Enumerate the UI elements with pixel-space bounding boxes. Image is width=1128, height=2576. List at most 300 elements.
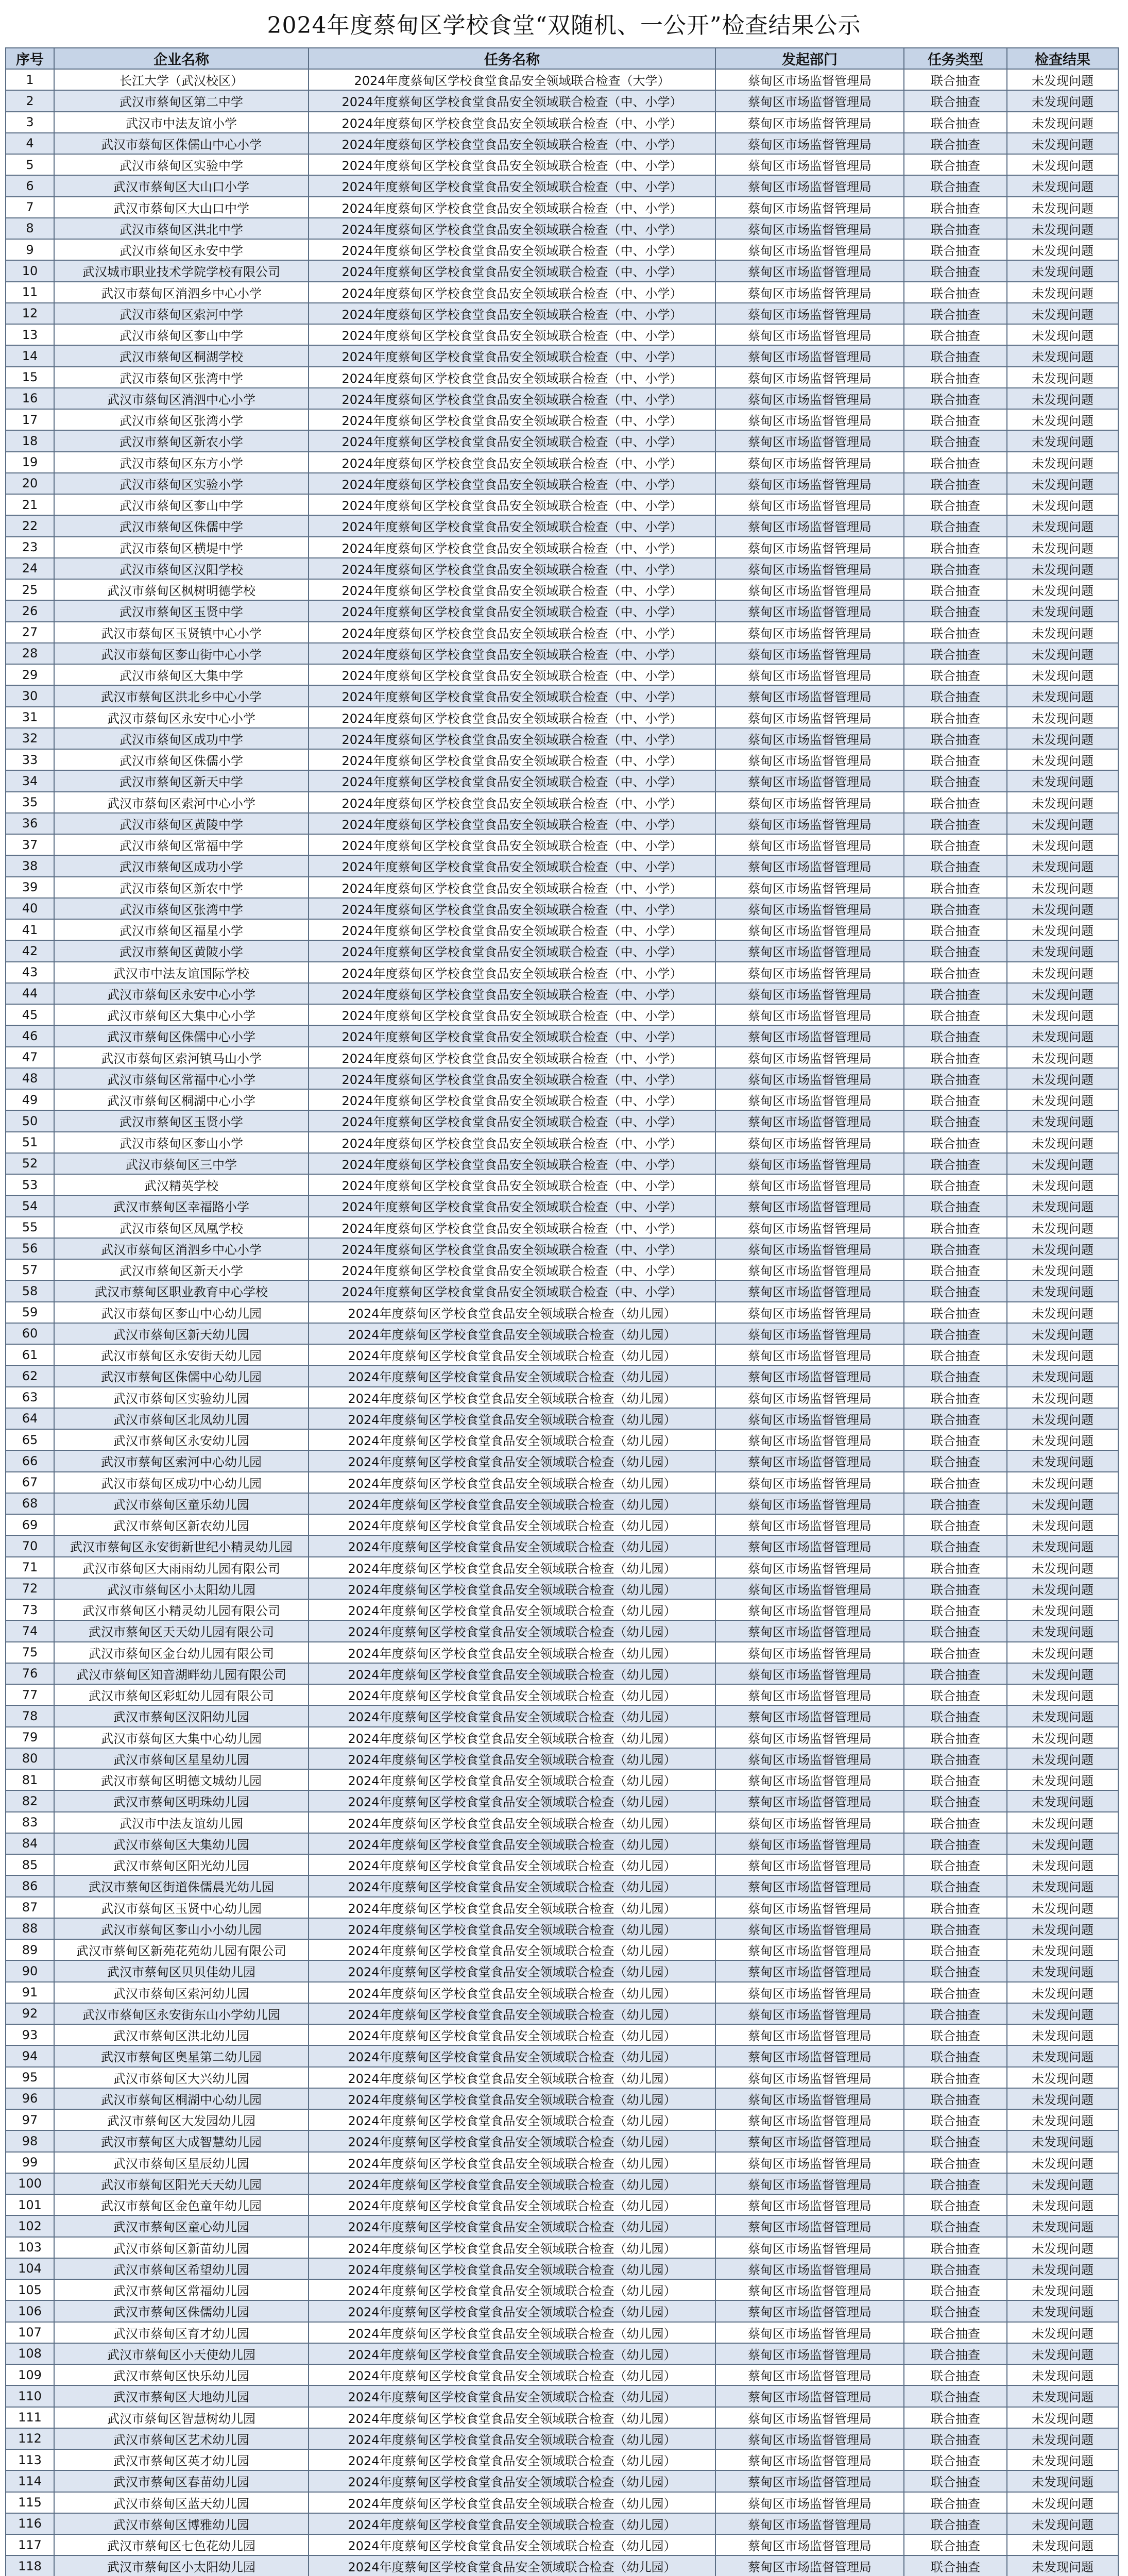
cell-result: 未发现问题 — [1007, 1514, 1118, 1535]
cell-task-name: 2024年度蔡甸区学校食堂食品安全领域联合检查（中、小学） — [309, 90, 715, 111]
cell-seq: 12 — [6, 303, 54, 324]
cell-seq: 52 — [6, 1153, 54, 1174]
cell-company: 长江大学（武汉校区） — [54, 69, 309, 90]
cell-result: 未发现问题 — [1007, 1025, 1118, 1046]
cell-department: 蔡甸区市场监督管理局 — [715, 728, 904, 749]
cell-seq: 66 — [6, 1450, 54, 1471]
table-row — [6, 1684, 1118, 1705]
cell-seq: 41 — [6, 919, 54, 940]
cell-task-name: 2024年度蔡甸区学校食堂食品安全领域联合检查（幼儿园） — [309, 2109, 715, 2130]
cell-result: 未发现问题 — [1007, 1132, 1118, 1153]
table-row — [6, 90, 1118, 111]
header-company: 企业名称 — [54, 48, 309, 69]
table-row — [6, 197, 1118, 218]
cell-result: 未发现问题 — [1007, 515, 1118, 536]
cell-task-name: 2024年度蔡甸区学校食堂食品安全领域联合检查（中、小学） — [309, 813, 715, 834]
cell-task-type: 联合抽查 — [904, 260, 1007, 281]
cell-company: 武汉市蔡甸区英才幼儿园 — [54, 2449, 309, 2470]
cell-task-name: 2024年度蔡甸区学校食堂食品安全领域联合检查（幼儿园） — [309, 2130, 715, 2151]
cell-company: 武汉市蔡甸区永安街天幼儿园 — [54, 1344, 309, 1365]
cell-task-type: 联合抽查 — [904, 175, 1007, 196]
cell-company: 武汉市蔡甸区星星幼儿园 — [54, 1748, 309, 1769]
cell-seq: 9 — [6, 239, 54, 260]
cell-seq: 117 — [6, 2534, 54, 2555]
cell-task-type: 联合抽查 — [904, 834, 1007, 855]
cell-department: 蔡甸区市场监督管理局 — [715, 494, 904, 515]
cell-company: 武汉市蔡甸区天天幼儿园有限公司 — [54, 1620, 309, 1641]
cell-company: 武汉市蔡甸区小太阳幼儿园 — [54, 1578, 309, 1599]
cell-task-name: 2024年度蔡甸区学校食堂食品安全领域联合检查（幼儿园） — [309, 2067, 715, 2088]
cell-task-type: 联合抽查 — [904, 898, 1007, 919]
cell-task-name: 2024年度蔡甸区学校食堂食品安全领域联合检查（中、小学） — [309, 1132, 715, 1153]
table-row — [6, 2534, 1118, 2555]
cell-task-type: 联合抽查 — [904, 1960, 1007, 1981]
cell-result: 未发现问题 — [1007, 367, 1118, 388]
cell-task-type: 联合抽查 — [904, 707, 1007, 728]
cell-company: 武汉市蔡甸区小天使幼儿园 — [54, 2343, 309, 2364]
cell-seq: 64 — [6, 1408, 54, 1429]
table-row — [6, 494, 1118, 515]
cell-company: 武汉市中法友谊小学 — [54, 112, 309, 133]
cell-company: 武汉市蔡甸区春苗幼儿园 — [54, 2470, 309, 2492]
cell-seq: 20 — [6, 473, 54, 494]
cell-task-type: 联合抽查 — [904, 1408, 1007, 1429]
cell-company: 武汉市蔡甸区蓝天幼儿园 — [54, 2492, 309, 2513]
table-row — [6, 558, 1118, 579]
cell-task-type: 联合抽查 — [904, 324, 1007, 345]
cell-department: 蔡甸区市场监督管理局 — [715, 1875, 904, 1896]
cell-department: 蔡甸区市场监督管理局 — [715, 1004, 904, 1025]
cell-department: 蔡甸区市场监督管理局 — [715, 1068, 904, 1089]
table-row — [6, 2173, 1118, 2194]
cell-task-type: 联合抽查 — [904, 1599, 1007, 1620]
cell-seq: 61 — [6, 1344, 54, 1365]
cell-company: 武汉市蔡甸区大集中心幼儿园 — [54, 1727, 309, 1748]
cell-task-type: 联合抽查 — [904, 367, 1007, 388]
cell-department: 蔡甸区市场监督管理局 — [715, 1599, 904, 1620]
table-row — [6, 2088, 1118, 2109]
cell-department: 蔡甸区市场监督管理局 — [715, 1047, 904, 1068]
cell-department: 蔡甸区市场监督管理局 — [715, 260, 904, 281]
cell-task-type: 联合抽查 — [904, 2407, 1007, 2428]
cell-task-type: 联合抽查 — [904, 1982, 1007, 2003]
cell-company: 武汉市蔡甸区新天幼儿园 — [54, 1323, 309, 1344]
table-row — [6, 898, 1118, 919]
cell-seq: 21 — [6, 494, 54, 515]
cell-task-type: 联合抽查 — [904, 1174, 1007, 1195]
cell-task-name: 2024年度蔡甸区学校食堂食品安全领域联合检查（幼儿园） — [309, 2173, 715, 2194]
cell-task-name: 2024年度蔡甸区学校食堂食品安全领域联合检查（中、小学） — [309, 664, 715, 685]
cell-department: 蔡甸区市场监督管理局 — [715, 1365, 904, 1386]
table-row — [6, 1642, 1118, 1663]
table-row — [6, 1408, 1118, 1429]
table-row — [6, 1238, 1118, 1259]
cell-task-name: 2024年度蔡甸区学校食堂食品安全领域联合检查（中、小学） — [309, 579, 715, 600]
cell-seq: 101 — [6, 2194, 54, 2215]
cell-task-name: 2024年度蔡甸区学校食堂食品安全领域联合检查（幼儿园） — [309, 1769, 715, 1790]
cell-task-type: 联合抽查 — [904, 770, 1007, 791]
cell-result: 未发现问题 — [1007, 2194, 1118, 2215]
cell-company: 武汉市蔡甸区桐湖中心幼儿园 — [54, 2088, 309, 2109]
cell-department: 蔡甸区市场监督管理局 — [715, 112, 904, 133]
table-row — [6, 664, 1118, 685]
cell-company: 武汉市蔡甸区常福幼儿园 — [54, 2279, 309, 2300]
cell-task-type: 联合抽查 — [904, 1365, 1007, 1386]
cell-result: 未发现问题 — [1007, 473, 1118, 494]
cell-department: 蔡甸区市场监督管理局 — [715, 1918, 904, 1939]
table-row — [6, 1535, 1118, 1556]
cell-result: 未发现问题 — [1007, 2024, 1118, 2045]
cell-company: 武汉市蔡甸区实验幼儿园 — [54, 1387, 309, 1408]
table-row — [6, 1004, 1118, 1025]
cell-seq: 89 — [6, 1939, 54, 1960]
cell-result: 未发现问题 — [1007, 1684, 1118, 1705]
table-row — [6, 1960, 1118, 1981]
cell-task-type: 联合抽查 — [904, 1259, 1007, 1280]
table-row — [6, 2067, 1118, 2088]
cell-result: 未发现问题 — [1007, 898, 1118, 919]
cell-task-type: 联合抽查 — [904, 494, 1007, 515]
cell-seq: 63 — [6, 1387, 54, 1408]
cell-department: 蔡甸区市场监督管理局 — [715, 1153, 904, 1174]
cell-result: 未发现问题 — [1007, 2067, 1118, 2088]
cell-task-name: 2024年度蔡甸区学校食堂食品安全领域联合检查（大学） — [309, 69, 715, 90]
cell-company: 武汉市蔡甸区实验中学 — [54, 154, 309, 175]
cell-task-name: 2024年度蔡甸区学校食堂食品安全领域联合检查（中、小学） — [309, 1004, 715, 1025]
cell-seq: 94 — [6, 2045, 54, 2066]
cell-result: 未发现问题 — [1007, 2555, 1118, 2576]
cell-company: 武汉市蔡甸区枫树明德学校 — [54, 579, 309, 600]
cell-department: 蔡甸区市场监督管理局 — [715, 2534, 904, 2555]
cell-department: 蔡甸区市场监督管理局 — [715, 1344, 904, 1365]
cell-company: 武汉市蔡甸区大发园幼儿园 — [54, 2109, 309, 2130]
cell-seq: 51 — [6, 1132, 54, 1153]
table-row — [6, 2279, 1118, 2300]
cell-result: 未发现问题 — [1007, 239, 1118, 260]
cell-company: 武汉市蔡甸区明德文城幼儿园 — [54, 1769, 309, 1790]
cell-result: 未发现问题 — [1007, 1238, 1118, 1259]
cell-result: 未发现问题 — [1007, 2003, 1118, 2024]
cell-seq: 16 — [6, 388, 54, 409]
cell-result: 未发现问题 — [1007, 1982, 1118, 2003]
cell-company: 武汉市蔡甸区桐湖学校 — [54, 345, 309, 366]
cell-result: 未发现问题 — [1007, 1429, 1118, 1450]
cell-company: 武汉市蔡甸区彩虹幼儿园有限公司 — [54, 1684, 309, 1705]
cell-company: 武汉精英学校 — [54, 1174, 309, 1195]
cell-seq: 72 — [6, 1578, 54, 1599]
cell-result: 未发现问题 — [1007, 1812, 1118, 1833]
cell-seq: 97 — [6, 2109, 54, 2130]
cell-task-type: 联合抽查 — [904, 112, 1007, 133]
table-row — [6, 452, 1118, 473]
table-row — [6, 324, 1118, 345]
table-row — [6, 1323, 1118, 1344]
cell-task-name: 2024年度蔡甸区学校食堂食品安全领域联合检查（幼儿园） — [309, 2152, 715, 2173]
cell-department: 蔡甸区市场监督管理局 — [715, 664, 904, 685]
table-row — [6, 2407, 1118, 2428]
cell-seq: 69 — [6, 1514, 54, 1535]
cell-result: 未发现问题 — [1007, 90, 1118, 111]
cell-department: 蔡甸区市场监督管理局 — [715, 1684, 904, 1705]
cell-department: 蔡甸区市场监督管理局 — [715, 1195, 904, 1216]
cell-company: 武汉市蔡甸区幸福路小学 — [54, 1195, 309, 1216]
cell-result: 未发现问题 — [1007, 1790, 1118, 1811]
cell-seq: 27 — [6, 622, 54, 643]
cell-department: 蔡甸区市场监督管理局 — [715, 919, 904, 940]
cell-task-type: 联合抽查 — [904, 558, 1007, 579]
cell-department: 蔡甸区市场监督管理局 — [715, 2067, 904, 2088]
cell-task-name: 2024年度蔡甸区学校食堂食品安全领域联合检查（幼儿园） — [309, 2428, 715, 2449]
header-task-type: 任务类型 — [904, 48, 1007, 69]
cell-department: 蔡甸区市场监督管理局 — [715, 175, 904, 196]
cell-result: 未发现问题 — [1007, 1727, 1118, 1748]
cell-task-name: 2024年度蔡甸区学校食堂食品安全领域联合检查（中、小学） — [309, 1217, 715, 1238]
table-row — [6, 239, 1118, 260]
cell-task-type: 联合抽查 — [904, 1195, 1007, 1216]
cell-department: 蔡甸区市场监督管理局 — [715, 2194, 904, 2215]
cell-task-type: 联合抽查 — [904, 1535, 1007, 1556]
cell-company: 武汉市蔡甸区索河中心幼儿园 — [54, 1450, 309, 1471]
cell-company: 武汉市蔡甸区新苑花苑幼儿园有限公司 — [54, 1939, 309, 1960]
cell-task-name: 2024年度蔡甸区学校食堂食品安全领域联合检查（幼儿园） — [309, 2534, 715, 2555]
cell-result: 未发现问题 — [1007, 197, 1118, 218]
cell-task-type: 联合抽查 — [904, 2067, 1007, 2088]
cell-task-type: 联合抽查 — [904, 1280, 1007, 1301]
table-row — [6, 1875, 1118, 1896]
cell-department: 蔡甸区市场监督管理局 — [715, 1854, 904, 1875]
table-row — [6, 1280, 1118, 1301]
cell-task-name: 2024年度蔡甸区学校食堂食品安全领域联合检查（幼儿园） — [309, 1918, 715, 1939]
table-row — [6, 1365, 1118, 1386]
cell-seq: 111 — [6, 2407, 54, 2428]
cell-company: 武汉市蔡甸区新农中学 — [54, 877, 309, 898]
cell-task-type: 联合抽查 — [904, 1450, 1007, 1471]
cell-result: 未发现问题 — [1007, 1748, 1118, 1769]
cell-task-name: 2024年度蔡甸区学校食堂食品安全领域联合检查（幼儿园） — [309, 2237, 715, 2258]
cell-task-name: 2024年度蔡甸区学校食堂食品安全领域联合检查（幼儿园） — [309, 1684, 715, 1705]
cell-task-name: 2024年度蔡甸区学校食堂食品安全领域联合检查（中、小学） — [309, 324, 715, 345]
cell-result: 未发现问题 — [1007, 2152, 1118, 2173]
cell-result: 未发现问题 — [1007, 1153, 1118, 1174]
cell-department: 蔡甸区市场监督管理局 — [715, 1493, 904, 1514]
cell-seq: 39 — [6, 877, 54, 898]
cell-company: 武汉市蔡甸区北凤幼儿园 — [54, 1408, 309, 1429]
cell-task-name: 2024年度蔡甸区学校食堂食品安全领域联合检查（幼儿园） — [309, 2513, 715, 2534]
cell-task-type: 联合抽查 — [904, 983, 1007, 1004]
cell-company: 武汉市蔡甸区洪北中学 — [54, 218, 309, 239]
table-row — [6, 2237, 1118, 2258]
cell-task-type: 联合抽查 — [904, 154, 1007, 175]
cell-seq: 55 — [6, 1217, 54, 1238]
cell-seq: 53 — [6, 1174, 54, 1195]
cell-task-name: 2024年度蔡甸区学校食堂食品安全领域联合检查（中、小学） — [309, 218, 715, 239]
cell-company: 武汉市蔡甸区洪北乡中心小学 — [54, 685, 309, 706]
cell-task-type: 联合抽查 — [904, 1323, 1007, 1344]
cell-result: 未发现问题 — [1007, 1280, 1118, 1301]
cell-result: 未发现问题 — [1007, 1217, 1118, 1238]
header-task-name: 任务名称 — [309, 48, 715, 69]
cell-company: 武汉市蔡甸区第二中学 — [54, 90, 309, 111]
cell-task-name: 2024年度蔡甸区学校食堂食品安全领域联合检查（中、小学） — [309, 855, 715, 876]
cell-company: 武汉市蔡甸区大集中心小学 — [54, 1004, 309, 1025]
cell-task-name: 2024年度蔡甸区学校食堂食品安全领域联合检查（幼儿园） — [309, 1833, 715, 1854]
table-row — [6, 2364, 1118, 2385]
cell-task-name: 2024年度蔡甸区学校食堂食品安全领域联合检查（中、小学） — [309, 282, 715, 303]
cell-seq: 95 — [6, 2067, 54, 2088]
cell-task-type: 联合抽查 — [904, 218, 1007, 239]
cell-seq: 106 — [6, 2300, 54, 2321]
table-row — [6, 1195, 1118, 1216]
table-row — [6, 2470, 1118, 2492]
cell-company: 武汉市蔡甸区侏儒中心小学 — [54, 1025, 309, 1046]
cell-department: 蔡甸区市场监督管理局 — [715, 2279, 904, 2300]
cell-department: 蔡甸区市场监督管理局 — [715, 1557, 904, 1578]
cell-company: 武汉市蔡甸区大山口中学 — [54, 197, 309, 218]
table-row — [6, 685, 1118, 706]
cell-result: 未发现问题 — [1007, 1833, 1118, 1854]
cell-task-name: 2024年度蔡甸区学校食堂食品安全领域联合检查（中、小学） — [309, 197, 715, 218]
table-row — [6, 260, 1118, 281]
cell-task-type: 联合抽查 — [904, 2258, 1007, 2279]
cell-company: 武汉市蔡甸区奓山中学 — [54, 494, 309, 515]
cell-task-name: 2024年度蔡甸区学校食堂食品安全领域联合检查（幼儿园） — [309, 1812, 715, 1833]
cell-department: 蔡甸区市场监督管理局 — [715, 1790, 904, 1811]
cell-seq: 81 — [6, 1769, 54, 1790]
cell-company: 武汉市蔡甸区成功小学 — [54, 855, 309, 876]
table-row — [6, 622, 1118, 643]
cell-company: 武汉市蔡甸区永安中学 — [54, 239, 309, 260]
cell-task-type: 联合抽查 — [904, 303, 1007, 324]
cell-result: 未发现问题 — [1007, 2428, 1118, 2449]
table-row — [6, 1259, 1118, 1280]
cell-company: 武汉市蔡甸区快乐幼儿园 — [54, 2364, 309, 2385]
cell-task-name: 2024年度蔡甸区学校食堂食品安全领域联合检查（中、小学） — [309, 685, 715, 706]
cell-task-name: 2024年度蔡甸区学校食堂食品安全领域联合检查（幼儿园） — [309, 2407, 715, 2428]
cell-task-name: 2024年度蔡甸区学校食堂食品安全领域联合检查（中、小学） — [309, 367, 715, 388]
cell-seq: 90 — [6, 1960, 54, 1981]
cell-department: 蔡甸区市场监督管理局 — [715, 2237, 904, 2258]
cell-company: 武汉市蔡甸区童乐幼儿园 — [54, 1493, 309, 1514]
cell-department: 蔡甸区市场监督管理局 — [715, 367, 904, 388]
table-row — [6, 2130, 1118, 2151]
cell-task-name: 2024年度蔡甸区学校食堂食品安全领域联合检查（中、小学） — [309, 1068, 715, 1089]
cell-task-type: 联合抽查 — [904, 940, 1007, 961]
cell-task-name: 2024年度蔡甸区学校食堂食品安全领域联合检查（幼儿园） — [309, 2492, 715, 2513]
cell-task-name: 2024年度蔡甸区学校食堂食品安全领域联合检查（中、小学） — [309, 1025, 715, 1046]
cell-task-type: 联合抽查 — [904, 345, 1007, 366]
cell-task-name: 2024年度蔡甸区学校食堂食品安全领域联合检查（幼儿园） — [309, 1897, 715, 1918]
table-row — [6, 2555, 1118, 2576]
cell-result: 未发现问题 — [1007, 1387, 1118, 1408]
table-row — [6, 2343, 1118, 2364]
cell-result: 未发现问题 — [1007, 537, 1118, 558]
cell-company: 武汉市蔡甸区实验小学 — [54, 473, 309, 494]
cell-task-type: 联合抽查 — [904, 2343, 1007, 2364]
cell-task-name: 2024年度蔡甸区学校食堂食品安全领域联合检查（中、小学） — [309, 430, 715, 451]
cell-task-type: 联合抽查 — [904, 1790, 1007, 1811]
cell-task-type: 联合抽查 — [904, 2300, 1007, 2321]
cell-task-name: 2024年度蔡甸区学校食堂食品安全领域联合检查（幼儿园） — [309, 1727, 715, 1748]
cell-department: 蔡甸区市场监督管理局 — [715, 473, 904, 494]
table-row — [6, 813, 1118, 834]
cell-company: 武汉市蔡甸区侏儒小学 — [54, 749, 309, 770]
cell-task-type: 联合抽查 — [904, 1939, 1007, 1960]
cell-result: 未发现问题 — [1007, 1897, 1118, 1918]
table-row — [6, 1727, 1118, 1748]
cell-task-name: 2024年度蔡甸区学校食堂食品安全领域联合检查（幼儿园） — [309, 1472, 715, 1493]
cell-task-name: 2024年度蔡甸区学校食堂食品安全领域联合检查（幼儿园） — [309, 1982, 715, 2003]
cell-seq: 29 — [6, 664, 54, 685]
cell-task-name: 2024年度蔡甸区学校食堂食品安全领域联合检查（中、小学） — [309, 1195, 715, 1216]
cell-seq: 84 — [6, 1833, 54, 1854]
table-row — [6, 1153, 1118, 1174]
cell-seq: 65 — [6, 1429, 54, 1450]
table-row — [6, 1939, 1118, 1960]
table-row — [6, 430, 1118, 451]
cell-department: 蔡甸区市场监督管理局 — [715, 537, 904, 558]
cell-task-type: 联合抽查 — [904, 430, 1007, 451]
cell-department: 蔡甸区市场监督管理局 — [715, 1472, 904, 1493]
cell-seq: 25 — [6, 579, 54, 600]
cell-seq: 108 — [6, 2343, 54, 2364]
cell-result: 未发现问题 — [1007, 983, 1118, 1004]
cell-result: 未发现问题 — [1007, 707, 1118, 728]
cell-company: 武汉市蔡甸区小太阳幼儿园 — [54, 2555, 309, 2576]
table-row — [6, 473, 1118, 494]
cell-task-type: 联合抽查 — [904, 1705, 1007, 1726]
cell-task-name: 2024年度蔡甸区学校食堂食品安全领域联合检查（中、小学） — [309, 834, 715, 855]
cell-company: 武汉市蔡甸区阳光幼儿园 — [54, 1854, 309, 1875]
cell-seq: 98 — [6, 2130, 54, 2151]
table-row — [6, 1812, 1118, 1833]
cell-result: 未发现问题 — [1007, 643, 1118, 664]
cell-company: 武汉市蔡甸区黄陵中学 — [54, 813, 309, 834]
cell-task-type: 联合抽查 — [904, 452, 1007, 473]
cell-seq: 36 — [6, 813, 54, 834]
cell-department: 蔡甸区市场监督管理局 — [715, 2385, 904, 2406]
cell-task-type: 联合抽查 — [904, 1387, 1007, 1408]
cell-result: 未发现问题 — [1007, 324, 1118, 345]
table-row — [6, 2152, 1118, 2173]
cell-seq: 107 — [6, 2322, 54, 2343]
header-result: 检查结果 — [1007, 48, 1118, 69]
cell-task-name: 2024年度蔡甸区学校食堂食品安全领域联合检查（中、小学） — [309, 643, 715, 664]
cell-seq: 49 — [6, 1089, 54, 1110]
cell-department: 蔡甸区市场监督管理局 — [715, 90, 904, 111]
cell-result: 未发现问题 — [1007, 430, 1118, 451]
cell-task-type: 联合抽查 — [904, 749, 1007, 770]
table-row — [6, 367, 1118, 388]
cell-seq: 42 — [6, 940, 54, 961]
cell-seq: 82 — [6, 1790, 54, 1811]
cell-task-type: 联合抽查 — [904, 2194, 1007, 2215]
table-row — [6, 1578, 1118, 1599]
cell-department: 蔡甸区市场监督管理局 — [715, 2173, 904, 2194]
cell-result: 未发现问题 — [1007, 303, 1118, 324]
cell-department: 蔡甸区市场监督管理局 — [715, 813, 904, 834]
cell-department: 蔡甸区市场监督管理局 — [715, 1982, 904, 2003]
cell-task-name: 2024年度蔡甸区学校食堂食品安全领域联合检查（中、小学） — [309, 919, 715, 940]
cell-task-type: 联合抽查 — [904, 579, 1007, 600]
cell-result: 未发现问题 — [1007, 2279, 1118, 2300]
cell-task-type: 联合抽查 — [904, 1344, 1007, 1365]
cell-company: 武汉市蔡甸区智慧树幼儿园 — [54, 2407, 309, 2428]
cell-result: 未发现问题 — [1007, 1089, 1118, 1110]
cell-company: 武汉市蔡甸区张湾小学 — [54, 409, 309, 430]
cell-seq: 7 — [6, 197, 54, 218]
cell-company: 武汉市蔡甸区索河镇马山小学 — [54, 1047, 309, 1068]
table-row — [6, 1982, 1118, 2003]
